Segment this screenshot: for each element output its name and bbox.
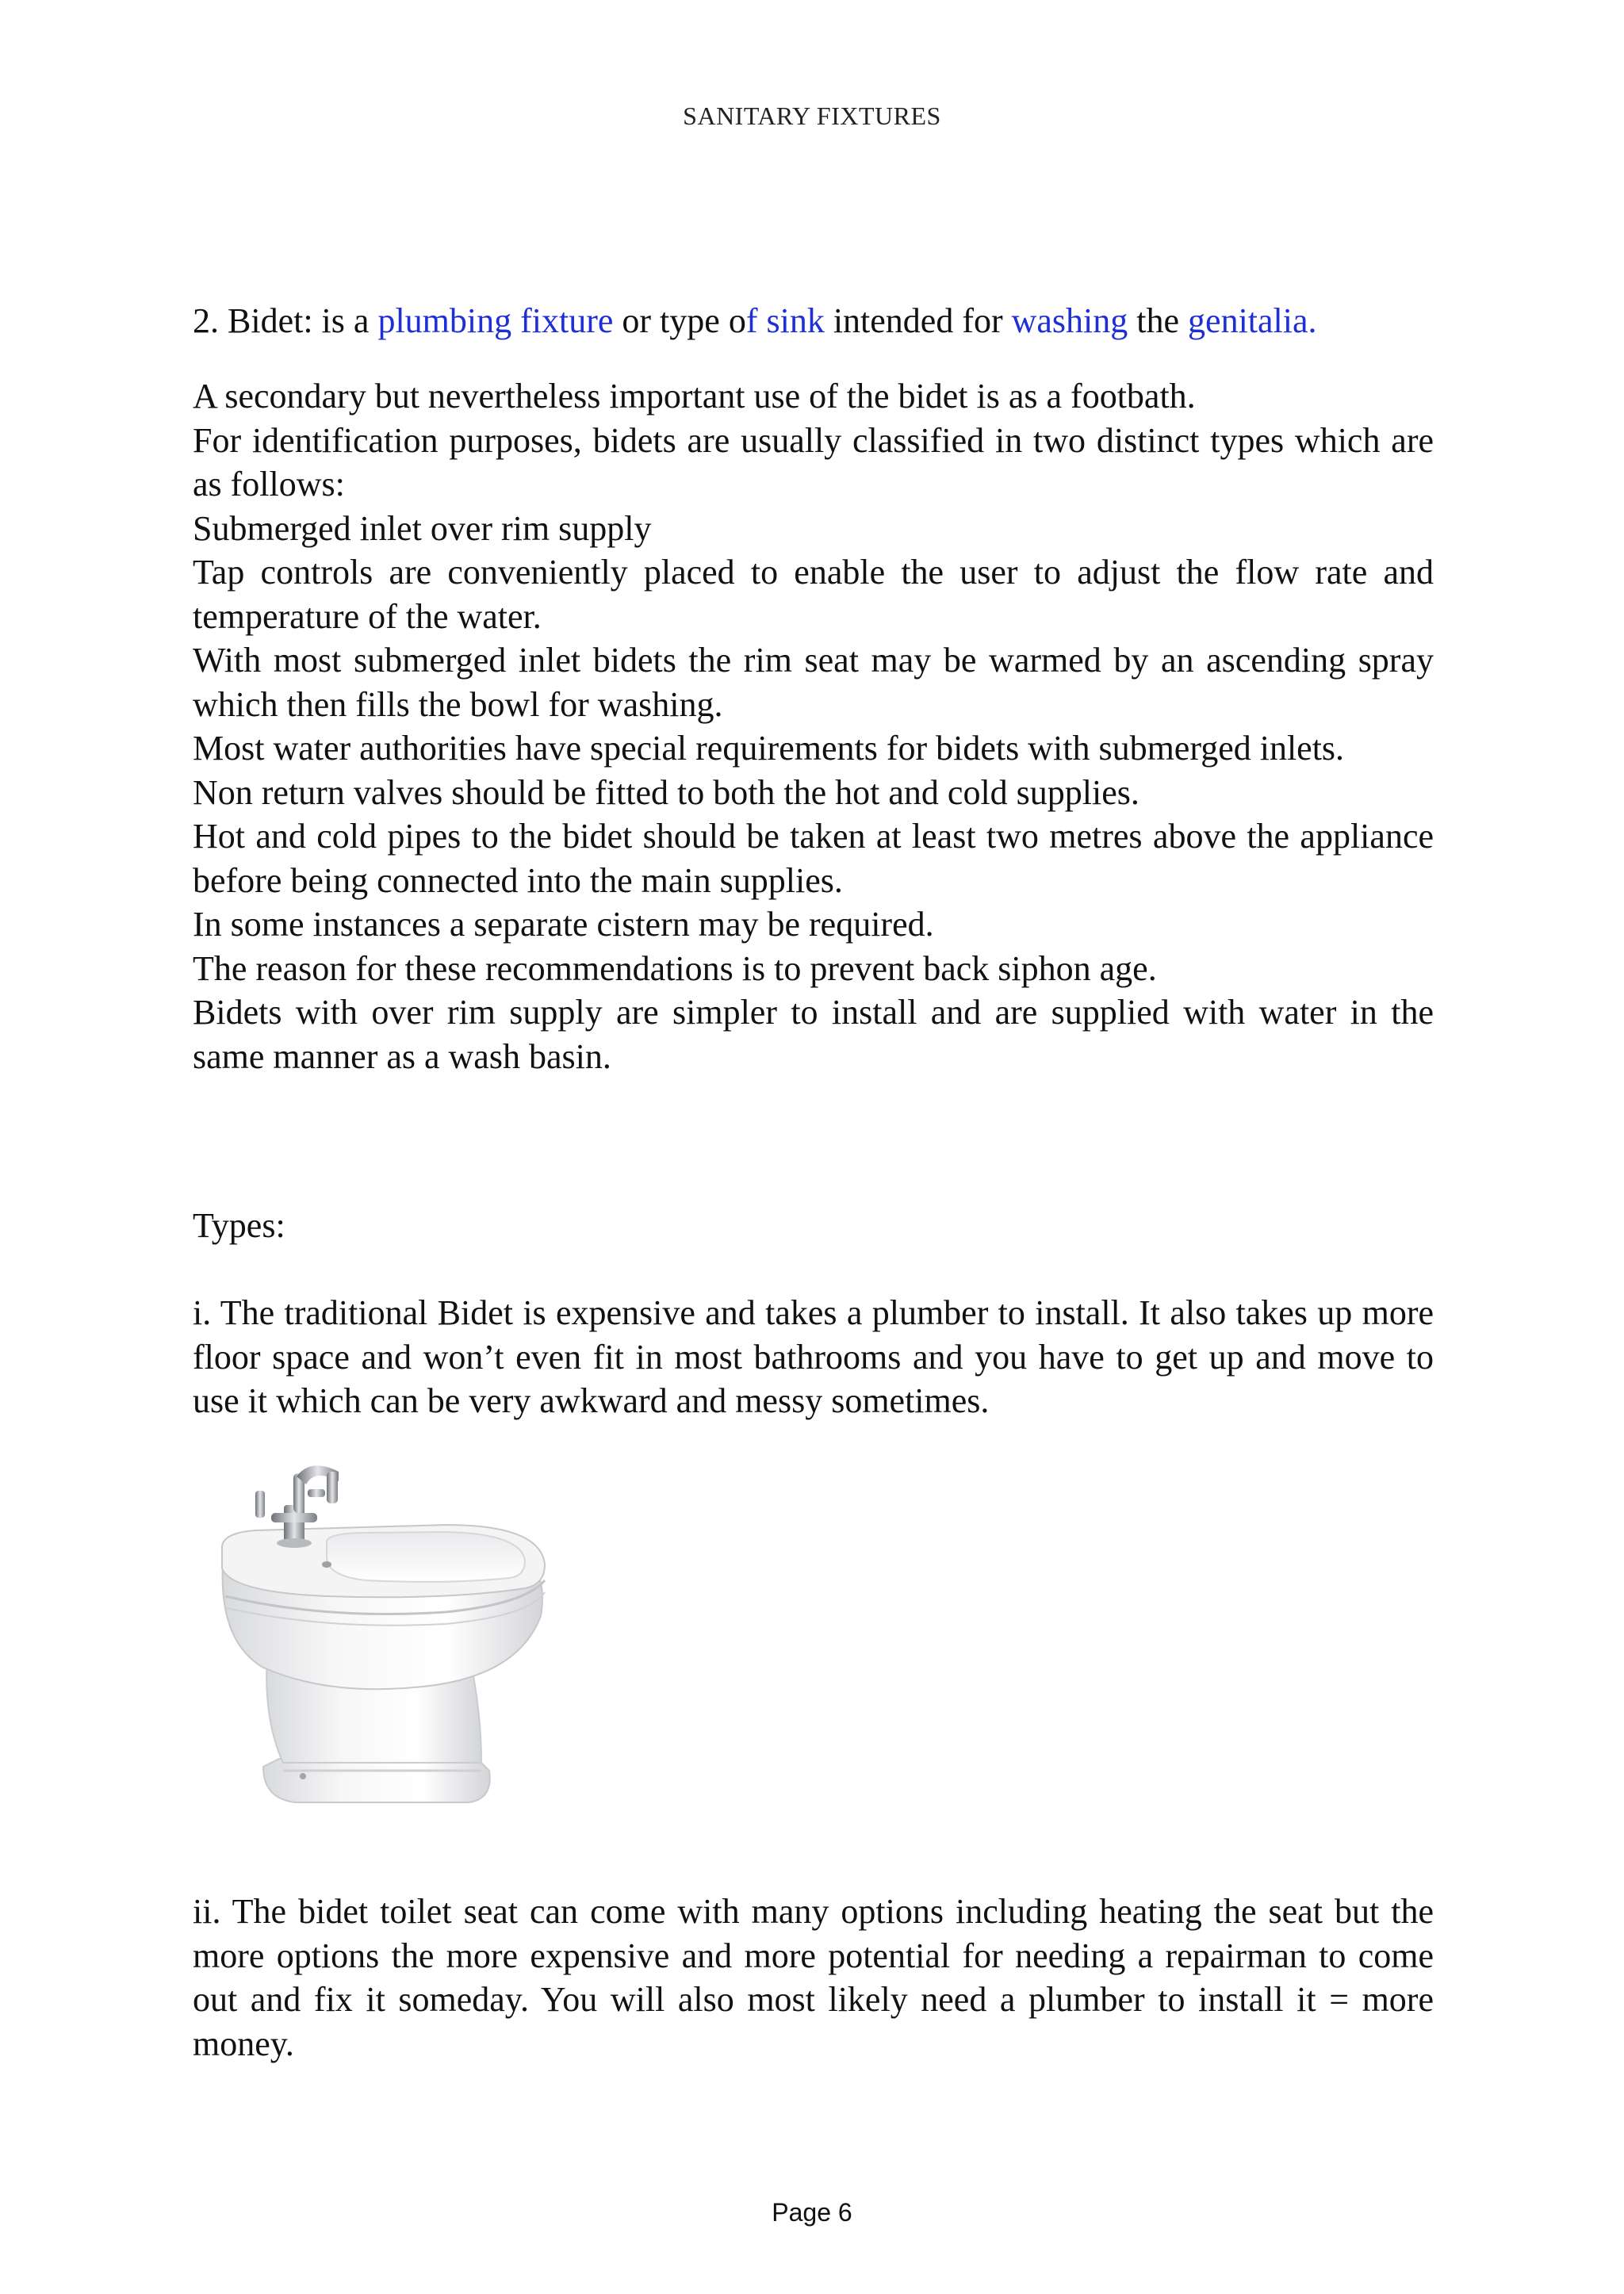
paragraph: With most submerged inlet bidets the rim seat may be warmed by an ascending spray which then fills the bowl for washing. <box>193 641 1434 724</box>
paragraph: Non return valves should be fitted to both the hot and cold supplies. <box>193 772 1139 812</box>
paragraph: A secondary but nevertheless important use of the bidet is as a footbath. <box>193 377 1196 416</box>
paragraph: Submerged inlet over rim supply <box>193 508 652 548</box>
paragraph: For identification purposes, bidets are usually classified in two distinct types which are as follows: <box>193 420 1434 504</box>
page-number: Page 6 <box>772 2198 852 2227</box>
definition-text-3: the <box>1128 301 1189 340</box>
paragraph: Tap controls are conveniently placed to enable the user to adjust the flow rate and temperature of the water. <box>193 553 1434 636</box>
definition-text-2: intended for <box>824 301 1012 340</box>
paragraph: In some instances a separate cistern may be required. <box>193 905 934 944</box>
type-bidet-toilet-seat <box>193 1890 1434 2066</box>
link-washing[interactable]: washing <box>1011 301 1128 340</box>
paragraph: Bidets with over rim supply are simpler to install and are supplied with water in the same manner as a wash basin. <box>193 993 1434 1076</box>
type-traditional-bidet <box>193 1291 1434 1423</box>
definition-line <box>193 299 1434 343</box>
definition-prefix: 2. Bidet: is a <box>193 301 378 340</box>
link-sink[interactable]: f sink <box>745 301 825 340</box>
page-header: SANITARY FIXTURES <box>683 101 941 130</box>
bidet-image <box>208 1457 557 1822</box>
bidet-description <box>193 374 1434 1078</box>
definition-text-1: or type o <box>613 301 746 340</box>
paragraph: Hot and cold pipes to the bidet should be taken at least two metres above the appliance before being connected into the main supplies. <box>193 817 1434 900</box>
bidet-definition <box>193 299 1434 343</box>
type-i-text: i. The traditional Bidet is expensive and takes a plumber to install. It also takes up more floor space and won’t even fit in most bathrooms and you have to get up and move to use it which can be very awkward and messy sometimes. <box>193 1293 1434 1420</box>
paragraph: Most water authorities have special requirements for bidets with submerged inlets. <box>193 729 1345 768</box>
type-ii-text: ii. The bidet toilet seat can come with many options including heating the seat but the more options the more expensive and more potential for needing a repairman to come out and fix it someday. You will also most likely need a plumber to install it = more money. <box>193 1892 1434 2063</box>
paragraph: The reason for these recommendations is to prevent back siphon age. <box>193 948 1157 988</box>
types-heading-text: Types: <box>193 1206 285 1245</box>
types-heading <box>193 1204 1434 1248</box>
link-plumbing-fixture[interactable]: plumbing fixture <box>377 301 614 340</box>
link-genitalia[interactable]: genitalia. <box>1188 301 1317 340</box>
